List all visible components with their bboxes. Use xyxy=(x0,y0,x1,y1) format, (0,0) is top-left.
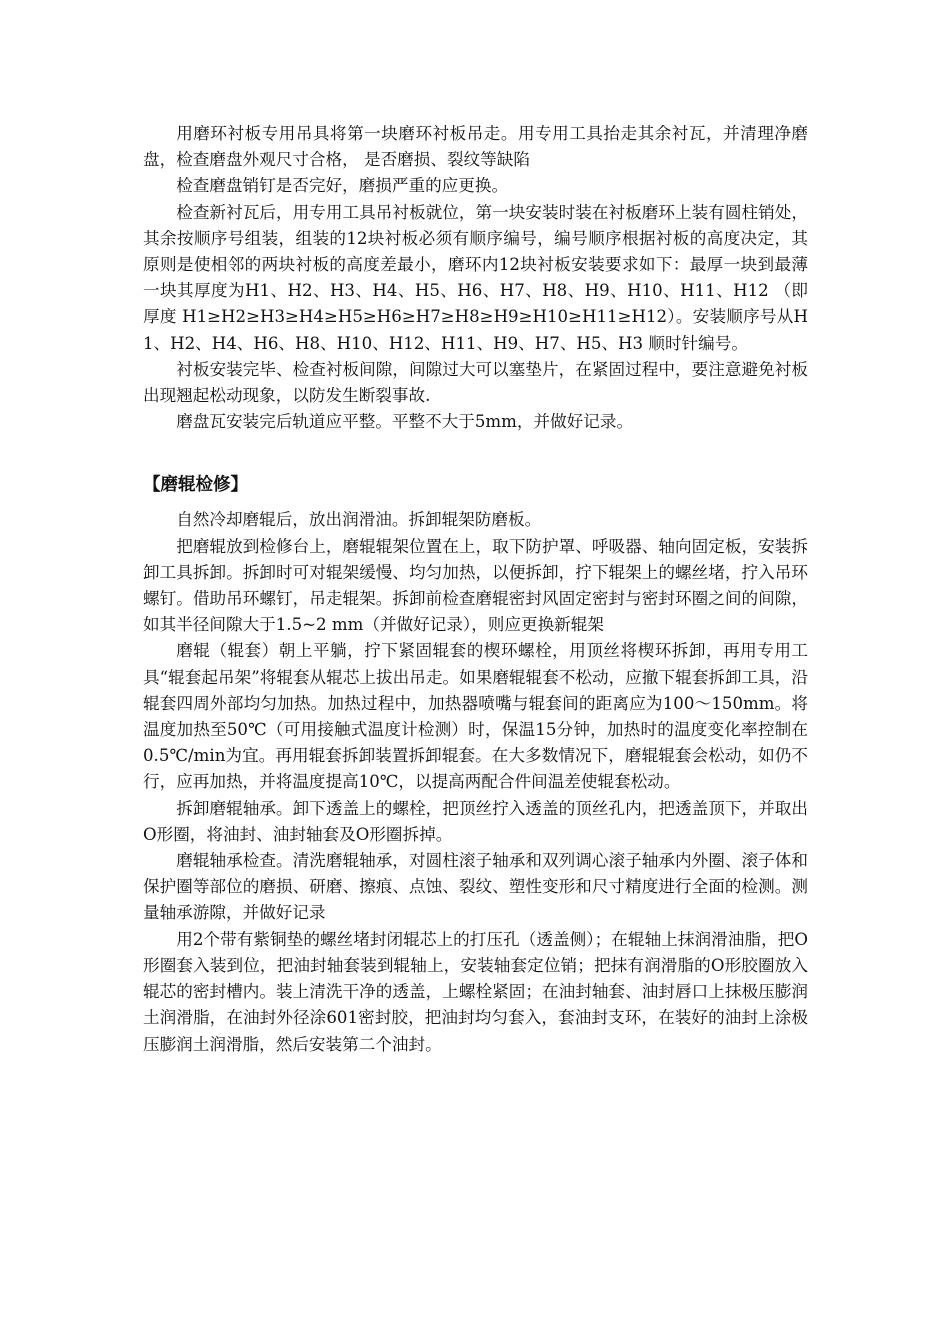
body-paragraph: 磨辊轴承检查。清洗磨辊轴承，对圆柱滚子轴承和双列调心滚子轴承内外圈、滚子体和保护圈等部位的磨损、研磨、擦痕、点蚀、裂纹、塑性变形和尺寸精度进行全面的检测。测量轴承游隙，并做好记录 xyxy=(143,851,808,923)
body-paragraph: 自然冷却磨辊后，放出润滑油。拆卸辊架防磨板。 xyxy=(176,510,542,530)
roller-maintenance-section xyxy=(143,507,808,1057)
liner-installation-section xyxy=(143,121,808,435)
body-paragraph: 用磨环衬板专用吊具将第一块磨环衬板吊走。用专用工具抬走其余衬瓦，并清理净磨盘，检查磨盘外观尺寸合格， 是否磨损、裂纹等缺陷 xyxy=(143,124,808,170)
body-paragraph: 检查新衬瓦后，用专用工具吊衬板就位，第一块安装时装在衬板磨环上装有圆柱销处，其余按顺序号组装，组装的12块衬板必须有顺序编号，编号顺序根据衬板的高度决定，其原则是使相邻的两块衬板的高度差最小，磨环内12块衬板安装要求如下：最厚一块到最薄一块其厚度为H1、H2、H3、H4、H5、H6、H7、H8、H9、H10、H11、H12 （即厚度 H1≥H2≥H3≥H4≥H5≥H6≥H7≥H8≥H9≥H10≥H11≥H12）。安装顺序号从H1、H2、H4、H6、H8、H10、H12、H11、H9、H7、H5、H3 顺时针编号。 xyxy=(143,202,808,353)
body-paragraph: 把磨辊放到检修台上，磨辊辊架位置在上，取下防护罩、呼吸器、轴向固定板，安装拆卸工具拆卸。拆卸时可对辊架缓慢、均匀加热，以便拆卸，拧下辊架上的螺丝堵，拧入吊环螺钉。借助吊环螺钉，吊走辊架。拆卸前检查磨辊密封风固定密封与密封环圈之间的间隙，如其半径间隙大于1.5~2 mm（并做好记录），则应更换新辊架 xyxy=(143,536,808,635)
body-paragraph: 拆卸磨辊轴承。卸下透盖上的螺栓，把顶丝拧入透盖的顶丝孔内，把透盖顶下，并取出O形圈，将油封、油封轴套及O形圈拆掉。 xyxy=(143,798,808,844)
body-paragraph: 用2个带有紫铜垫的螺丝堵封闭辊芯上的打压孔（透盖侧）；在辊轴上抹润滑油脂，把O形圈套入装到位，把油封轴套装到辊轴上，安装轴套定位销；把抹有润滑脂的O形胶圈放入辊芯的密封槽内。装上清洗干净的透盖，上螺栓紧固；在油封轴套、油封唇口上抹极压膨润土润滑脂，在油封外径涂601密封胶，把油封均匀套入，套油封支环，在装好的油封上涂极压膨润土润滑脂，然后安装第二个油封。 xyxy=(143,929,808,1054)
body-paragraph: 磨辊（辊套）朝上平躺，拧下紧固辊套的楔环螺栓，用顶丝将楔环拆卸，再用专用工具“辊套起吊架”将辊套从辊芯上拔出吊走。如果磨辊辊套不松动，应撤下辊套拆卸工具，沿辊套四周外部均匀加热。加热过程中，加热器喷嘴与辊套间的距离应为100～150mm。将温度加热至50℃（可用接触式温度计检测）时，保温15分钟，加热时的温度变化率控制在0.5℃/min为宜。再用辊套拆卸装置拆卸辊套。在大多数情况下，磨辊辊套会松动，如仍不行，应再加热，并将温度提高10℃，以提高两配合件间温差使辊套松动。 xyxy=(143,641,808,792)
section-heading: 【磨辊检修】 xyxy=(143,475,248,496)
body-paragraph: 衬板安装完毕、检查衬板间隙，间隙过大可以塞垫片，在紧固过程中，要注意避免衬板出现翘起松动现象，以防发生断裂事故. xyxy=(143,359,808,406)
body-paragraph: 磨盘瓦安装完后轨道应平整。平整不大于5mm，并做好记录。 xyxy=(176,412,634,432)
body-paragraph: 检查磨盘销钉是否完好，磨损严重的应更换。 xyxy=(176,176,509,196)
document-page xyxy=(143,121,808,1058)
